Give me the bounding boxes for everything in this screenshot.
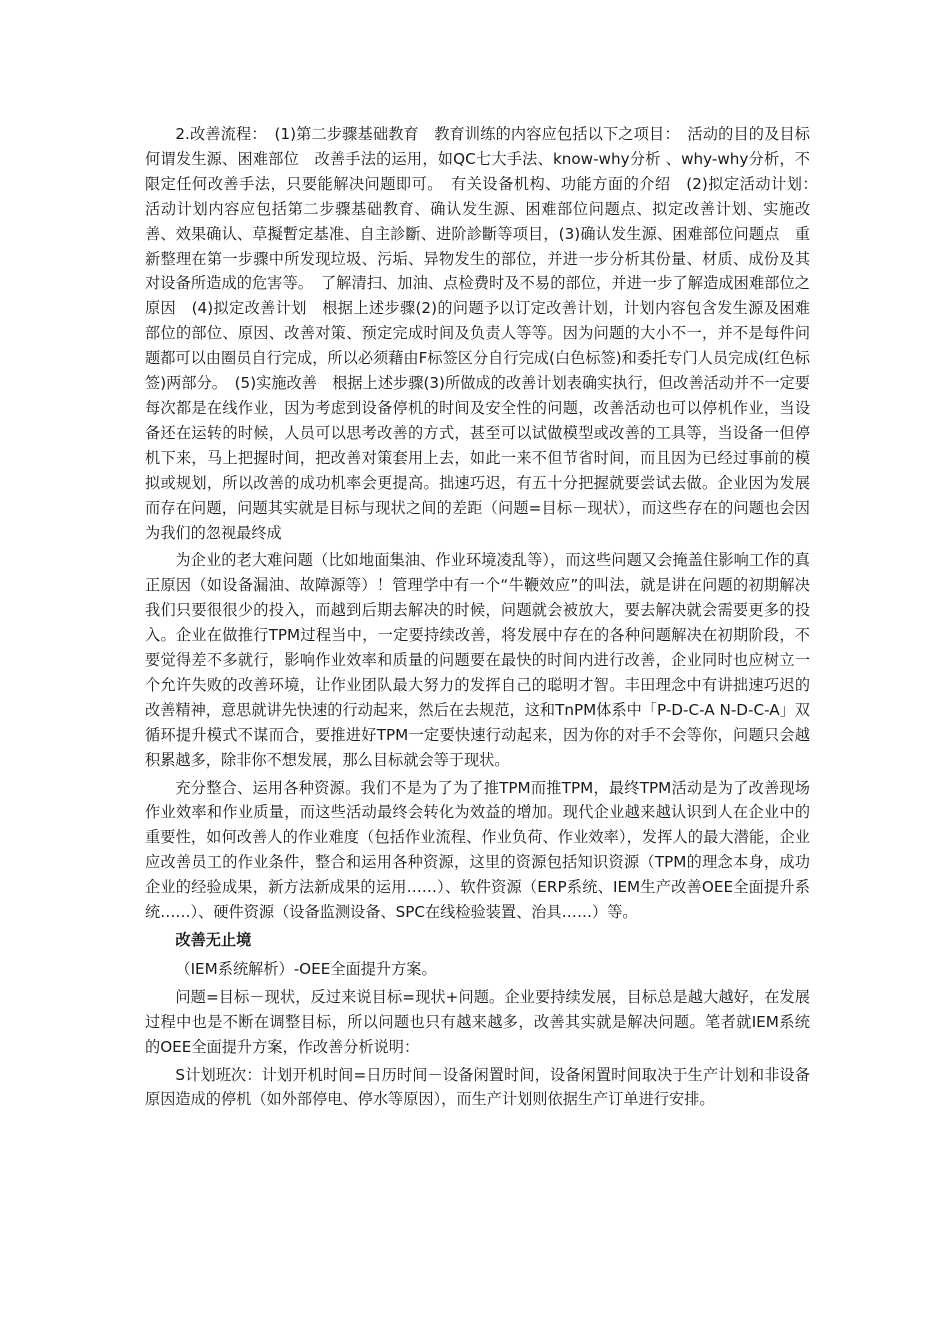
section-subtitle: （IEM系统解析）-OEE全面提升方案。	[175, 959, 437, 978]
document-page	[145, 122, 826, 1115]
paragraph-problem-definition: 问题=目标－现状，反过来说目标=现状+问题。企业要持续发展，目标总是越大越好，在发展过程中也是不断在调整目标，所以问题也只有越来越多，改善其实就是解决问题。笔者就IEM系统的OEE全面提升方案，作改善分析说明：	[145, 987, 810, 1056]
paragraph-resource-integration: 充分整合、运用各种资源。我们不是为了为了推TPM而推TPM，最终TPM活动是为了改善现场作业效率和作业质量，而这些活动最终会转化为效益的增加。现代企业越来越认识到人在企业中的重要性，如何改善人的作业难度（包括作业流程、作业负荷、作业效率），发挥人的最大潜能，企业应改善员工的作业条件，整合和运用各种资源，这里的资源包括知识资源（TPM的理念本身，成功企业的经验成果，新方法新成果的运用……）、软件资源（ERP系统、IEM生产改善OEE全面提升系统……）、硬件资源（设备监测设备、SPC在线检验装置、治具……）等。	[145, 778, 810, 922]
paragraph-planned-shifts: S计划班次：计划开机时间=日历时间－设备闲置时间，设备闲置时间取决于生产计划和非设备原因造成的停机（如外部停电、停水等原因），而生产计划则依据生产订单进行安排。	[145, 1065, 810, 1109]
paragraph-problem-causes: 为企业的老大难问题（比如地面集油、作业环境凌乱等），而这些问题又会掩盖住影响工作的真正原因（如设备漏油、故障源等）！管理学中有一个“牛鞭效应”的叫法，就是讲在问题的初期解决我们只要很很少的投入，而越到后期去解决的时候，问题就会被放大，要去解决就会需要更多的投入。企业在做推行TPM过程当中，一定要持续改善，将发展中存在的各种问题解决在初期阶段，不要觉得差不多就行，影响作业效率和质量的问题要在最快的时间内进行改善，企业同时也应树立一个允许失败的改善环境，让作业团队最大努力的发挥自己的聪明才智。丰田理念中有讲拙速巧迟的改善精神，意思就讲先快速的行动起来，然后在去规范，这和TnPM体系中「P-D-C-A N-D-C-A」双循环提升模式不谋而合，要推进好TPM一定要快速行动起来，因为你的对手不会等你，问题只会越积累越多，除非你不想发展，那么目标就会等于现状。	[145, 551, 810, 769]
section-heading: 改善无止境	[175, 931, 252, 949]
paragraph-improvement-process: 2.改善流程： (1)第二步骤基础教育 教育训练的内容应包括以下之项目： 活动的目的及目标 何谓发生源、困难部位 改善手法的运用，如QC七大手法、know-why分析 、why-why分析，不限定任何改善手法，只要能解决问题即可。 有关设备机构、功能方面的介绍 (2)拟定活动计划： 活动计划内容应包括第二步骤基础教育、确认发生源、困难部位问题点、拟定改善计划、实施改善、效果确认、草擬暫定基准、自主診斷、进阶診斷等项目，(3)确认发生源、困难部位问题点 重新整理在第一步骤中所发现垃圾、污垢、异物发生的部位，并进一步分析其份量、材质、成份及其对设备所造成的危害等。 了解清扫、加油、点检费时及不易的部位，并进一步了解造成困难部位之原因 (4)拟定改善计划 根据上述步骤(2)的问题予以订定改善计划，计划内容包含发生源及困难部位的部位、原因、改善对策、预定完成时间及负责人等等。因为问题的大小不一，并不是每件问题都可以由圈员自行完成，所以必须藉由F标签区分自行完成(白色标签)和委托专门人员完成(红色标签)两部分。 (5)实施改善 根据上述步骤(3)所做成的改善计划表确实执行，但改善活动并不一定要每次都是在线作业，因为考虑到设备停机的时间及安全性的问题，改善活动也可以停机作业，当设备还在运转的时候，人员可以思考改善的方式，甚至可以试做模型或改善的工具等，当设备一但停机下来，马上把握时间，把改善对策套用上去，如此一来不但节省时间，而且因为已经过事前的模拟或规划，所以改善的成功机率会更提高。拙速巧迟，有五十分把握就要尝试去做。企业因为发展而存在问题，问题其实就是目标与现状之间的差距（问题=目标－现状），而这些存在的问题也会因为我们的忽视最终成	[145, 125, 826, 542]
